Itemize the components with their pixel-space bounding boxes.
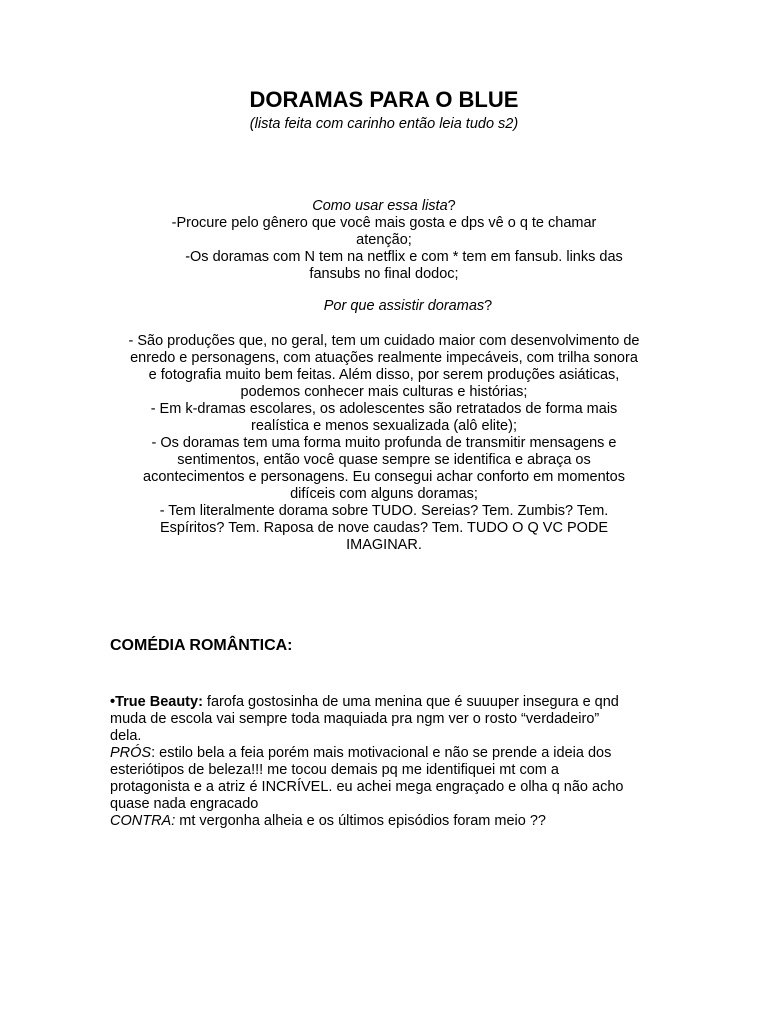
entry-pros-line: quase nada engracado [110, 796, 259, 812]
why-line: Espíritos? Tem. Raposa de nove caudas? Tem. TUDO O Q VC PODE [159, 520, 609, 536]
usage-line: -Os doramas com N tem na netflix e com * tem em fansub. links das [185, 249, 623, 265]
pros-label: PRÓS [110, 745, 152, 761]
entry-desc-line: dela. [110, 728, 142, 744]
document-subtitle: (lista feita com carinho então leia tudo s2) [249, 116, 519, 132]
entry-pros-line [110, 745, 670, 762]
contra-text: mt vergonha alheia e os últimos episódios foram meio ?? [175, 813, 546, 829]
entry-desc-first: farofa gostosinha de uma menina que é suuuper insegura e qnd [202, 694, 619, 710]
entry-pros-line: esteriótipos de beleza!!! me tocou demais pq me identifiquei mt com a [110, 762, 559, 778]
why-question-text: Por que assistir doramas [323, 298, 485, 314]
why-line: acontecimentos e personagens. Eu consegui achar conforto em momentos [143, 469, 625, 485]
why-line: podemos conhecer mais culturas e histórias; [240, 384, 528, 400]
section-heading: COMÉDIA ROMÂNTICA: [110, 637, 293, 654]
usage-line: fansubs no final dodoc; [309, 266, 459, 282]
why-line: realística e menos sexualizada (alô elite); [251, 418, 517, 434]
pros-text: : estilo bela a feia porém mais motivacional e não se prende a ideia dos [151, 745, 612, 761]
why-line: difíceis com alguns doramas; [290, 486, 478, 502]
why-line: - Tem literalmente dorama sobre TUDO. Sereias? Tem. Zumbis? Tem. [159, 503, 609, 519]
why-line: e fotografia muito bem feitas. Além disso, por serem produções asiáticas, [148, 367, 620, 383]
document-title: DORAMAS PARA O BLUE [249, 87, 519, 112]
why-line: - Em k-dramas escolares, os adolescentes são retratados de forma mais [150, 401, 618, 417]
why-line: enredo e personagens, com atuações realmente impecáveis, com trilha sonora [130, 350, 638, 366]
why-line: sentimentos, então você quase sempre se identifica e abraça os [177, 452, 591, 468]
why-line: IMAGINAR. [346, 537, 422, 553]
why-question-mark: ? [484, 298, 493, 314]
entry-pros-line: protagonista e a atriz é INCRÍVEL. eu achei mega engraçado e olha q não acho [110, 779, 624, 795]
why-question [0, 298, 768, 315]
why-line: - São produções que, no geral, tem um cuidado maior com desenvolvimento de [128, 333, 640, 349]
usage-line: -Procure pelo gênero que você mais gosta e dps vê o q te chamar [171, 215, 597, 231]
contra-label: CONTRA: [110, 813, 176, 829]
usage-line: atenção; [356, 232, 412, 248]
why-line: - Os doramas tem uma forma muito profunda de transmitir mensagens e [151, 435, 617, 451]
entry-true-beauty [110, 694, 670, 830]
usage-question-mark: ? [447, 198, 456, 214]
usage-question [0, 198, 768, 215]
entry-title: •True Beauty: [110, 694, 203, 710]
usage-question-text: Como usar essa lista [312, 198, 448, 214]
entry-title-line [110, 694, 670, 711]
why-paragraph [0, 333, 768, 554]
entry-contra-line [110, 813, 670, 830]
entry-desc-line: muda de escola vai sempre toda maquiada pra ngm ver o rosto “verdadeiro” [110, 711, 600, 727]
